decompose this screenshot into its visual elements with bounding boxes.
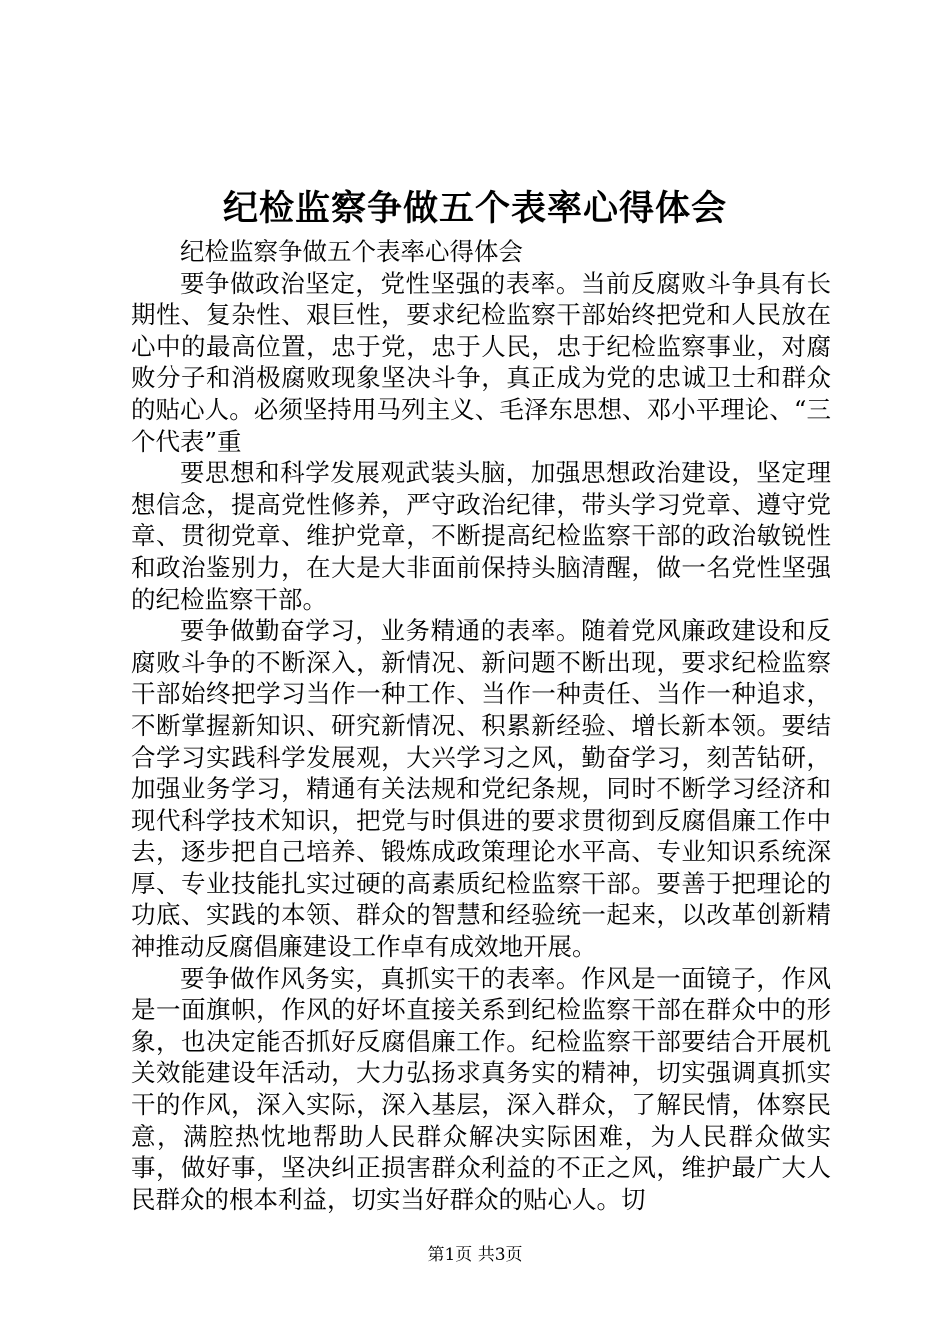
paragraph: 要争做作风务实，真抓实干的表率。作风是一面镜子，作风是一面旗帜，作风的好坏直接关系到纪检监察干部在群众中的形象，也决定能否抓好反腐倡廉工作。纪检监察干部要结合开展机关效能建设年活动，大力弘扬求真务实的精神，切实强调真抓实干的作风，深入实际，深入基层，深入群众，了解民情，体察民意，满腔热忱地帮助人民群众解决实际困难，为人民群众做实事，做好事，坚决纠正损害群众利益的不正之风，维护最广大人民群众的根本利益，切实当好群众的贴心人。切 <box>131 963 831 1214</box>
paragraph: 要争做勤奋学习，业务精通的表率。随着党风廉政建设和反腐败斗争的不断深入，新情况、新问题不断出现，要求纪检监察干部始终把学习当作一种工作、当作一种责任、当作一种追求，不断掌握新知识、研究新情况、积累新经验、增长新本领。要结合学习实践科学发展观，大兴学习之风，勤奋学习，刻苦钻研，加强业务学习，精通有关法规和党纪条规，同时不断学习经济和现代科学技术知识，把党与时俱进的要求贯彻到反腐倡廉工作中去，逐步把自己培养、锻炼成政策理论水平高、专业知识系统深厚、专业技能扎实过硬的高素质纪检监察干部。要善于把理论的功底、实践的本领、群众的智慧和经验统一起来，以改革创新精神推动反腐倡廉建设工作卓有成效地开展。 <box>131 616 831 962</box>
document-body <box>131 236 831 1215</box>
document-subtitle: 纪检监察争做五个表率心得体会 <box>180 237 523 266</box>
paragraph: 要争做政治坚定，党性坚强的表率。当前反腐败斗争具有长期性、复杂性、艰巨性，要求纪检监察干部始终把党和人民放在心中的最高位置，忠于党，忠于人民，忠于纪检监察事业，对腐败分子和消极腐败现象坚决斗争，真正成为党的忠诚卫士和群众的贴心人。必须坚持用马列主义、毛泽东思想、邓小平理论、“三个代表”重 <box>131 268 831 456</box>
paragraph: 要思想和科学发展观武装头脑，加强思想政治建设，坚定理想信念，提高党性修养，严守政治纪律，带头学习党章、遵守党章、贯彻党章、维护党章，不断提高纪检监察干部的政治敏锐性和政治鉴别力，在大是大非面前保持头脑清醒，做一名党性坚强的纪检监察干部。 <box>131 458 831 614</box>
page-number-footer: 第1页 共3页 <box>427 1245 523 1265</box>
document-title: 纪检监察争做五个表率心得体会 <box>222 188 727 229</box>
